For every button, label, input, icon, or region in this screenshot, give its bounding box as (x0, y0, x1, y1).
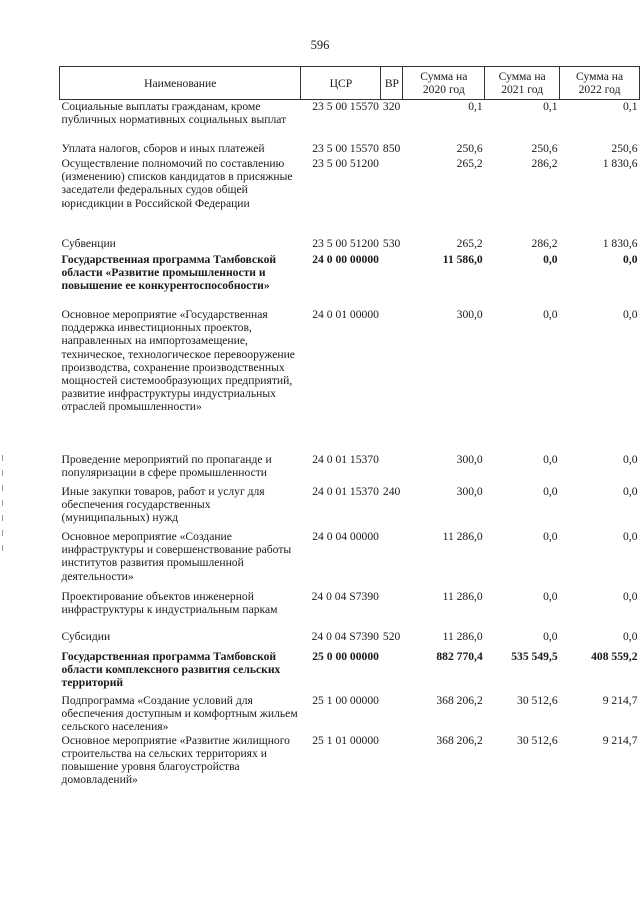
row-csr: 23 5 00 51200 (312, 157, 379, 170)
row-sum-2022: 0,0 (623, 453, 638, 466)
row-csr: 24 0 01 15370 (312, 453, 379, 466)
row-sum-2021: 286,2 (531, 237, 558, 250)
header-sum-2022-line1: Сумма на (576, 70, 624, 83)
table-row-program (60, 650, 640, 694)
row-sum-2020: 368 206,2 (436, 733, 483, 747)
row-sum-2020: 265,2 (456, 157, 483, 170)
table-row (60, 308, 640, 453)
row-sum-2020: 300,0 (456, 453, 483, 466)
scan-margin-marks (2, 455, 4, 575)
row-sum-2021: 286,2 (531, 157, 558, 170)
row-name: Проектирование объектов инженерной инфраструктуры к индустриальным паркам (61, 590, 278, 617)
row-csr: 25 1 00 00000 (312, 694, 379, 707)
row-sum-2020: 11 586,0 (442, 253, 483, 266)
row-sum-2020: 11 286,0 (442, 630, 483, 643)
row-name: Основное мероприятие «Государственная поддержка инвестиционных проектов, направленных на импортозамещение, техническое, технологическое перевооружение производства, сохранение производственных мощностей системообразующих предприятий, развитие инфраструктуры индустриальных отраслей промышленности» (61, 308, 295, 414)
row-vr: 850 (382, 142, 401, 155)
row-sum-2021: 30 512,6 (517, 694, 558, 707)
row-vr (381, 530, 403, 590)
row-csr: 25 1 01 00000 (312, 733, 379, 747)
row-vr: 240 (382, 485, 401, 498)
table-row-program (60, 253, 640, 308)
row-name: Социальные выплаты гражданам, кроме публичных нормативных социальных выплат (61, 100, 287, 127)
row-name: Государственная программа Тамбовской области комплексного развития сельских территорий (61, 650, 281, 690)
row-name: Государственная программа Тамбовской области «Развитие промышленности и повышение ее конкурентоспособности» (61, 253, 277, 293)
row-name: Иные закупки товаров, работ и услуг для обеспечения государственных (муниципальных) нужд (61, 485, 265, 525)
row-vr (381, 650, 403, 694)
row-sum-2022: 0,0 (623, 308, 638, 321)
row-name: Уплата налогов, сборов и иных платежей (61, 142, 265, 155)
row-sum-2021: 0,0 (543, 630, 558, 643)
header-name: Наименование (60, 67, 301, 100)
row-sum-2020: 882 770,4 (436, 650, 483, 663)
table-row (60, 100, 640, 143)
row-name: Проведение мероприятий по пропаганде и популяризации в сфере промышленности (61, 453, 272, 480)
row-csr: 24 0 01 15370 (312, 485, 379, 498)
row-sum-2022: 408 559,2 (591, 650, 638, 663)
row-sum-2020: 300,0 (456, 485, 483, 498)
table-row (60, 530, 640, 590)
row-vr (381, 734, 403, 798)
row-sum-2021: 0,0 (543, 453, 558, 466)
row-sum-2022: 0,1 (623, 100, 638, 113)
row-name: Субвенции (61, 237, 116, 250)
table-row (60, 453, 640, 485)
table-row (60, 694, 640, 734)
row-name: Основное мероприятие «Создание инфраструктуры и совершенствование работы институтов развития промышленной деятельности» (61, 530, 292, 583)
page-number: 596 (310, 38, 330, 52)
table-row (60, 142, 640, 157)
row-csr: 23 5 00 15570 (312, 142, 379, 155)
row-vr (381, 253, 403, 308)
row-vr (381, 694, 403, 734)
row-sum-2022: 0,0 (623, 253, 638, 266)
budget-table (59, 66, 640, 798)
header-sum-2020-line1: Сумма на (420, 70, 468, 83)
row-sum-2021: 250,6 (531, 142, 558, 155)
row-sum-2021: 535 549,5 (511, 650, 558, 663)
row-name: Субсидии (61, 630, 111, 643)
table-row (60, 734, 640, 798)
row-name: Осуществление полномочий по составлению (изменению) списков кандидатов в присяжные заседатели федеральных судов общей юрисдикции в Российской Федерации (61, 157, 293, 210)
row-csr: 23 5 00 15570 (312, 100, 379, 113)
row-sum-2021: 0,0 (543, 308, 558, 321)
row-vr (381, 453, 403, 485)
row-sum-2021: 0,0 (543, 590, 558, 603)
table-row (60, 485, 640, 530)
row-vr: 530 (382, 237, 401, 250)
header-sum-2022-line2: 2022 год (578, 83, 621, 96)
row-vr: 320 (382, 100, 401, 113)
table-row (60, 630, 640, 650)
header-vr: ВР (381, 67, 403, 100)
row-sum-2022: 1 830,6 (602, 157, 638, 170)
header-csr: ЦСР (301, 67, 381, 100)
row-vr (381, 157, 403, 237)
row-sum-2022: 250,6 (611, 142, 638, 155)
header-sum-2020-line2: 2020 год (422, 83, 465, 96)
header-sum-2021 (485, 67, 560, 100)
row-sum-2022: 9 214,7 (602, 694, 638, 707)
row-sum-2020: 250,6 (456, 142, 483, 155)
row-csr: 24 0 00 00000 (312, 253, 379, 266)
row-name: Основное мероприятие «Развитие жилищного строительства на сельских территориях и повышение уровня благоустройства домовладений» (61, 733, 290, 787)
row-sum-2020: 265,2 (456, 237, 483, 250)
row-csr: 23 5 00 51200 (312, 237, 379, 250)
header-sum-2022 (560, 67, 640, 100)
header-sum-2021-line2: 2021 год (501, 83, 544, 96)
row-sum-2020: 11 286,0 (442, 590, 483, 603)
row-sum-2020: 0,1 (468, 100, 483, 113)
header-sum-2020 (403, 67, 485, 100)
row-name: Подпрограмма «Создание условий для обеспечения доступным и комфортным жильем сельского населения» (61, 694, 298, 734)
row-vr (381, 590, 403, 630)
row-csr: 25 0 00 00000 (312, 650, 379, 663)
row-csr: 24 0 04 00000 (312, 530, 379, 543)
row-vr: 520 (382, 630, 401, 643)
row-sum-2021: 0,1 (543, 100, 558, 113)
table-row (60, 157, 640, 237)
table-row (60, 237, 640, 253)
row-sum-2022: 0,0 (623, 630, 638, 643)
row-sum-2022: 0,0 (623, 590, 638, 603)
row-sum-2022: 1 830,6 (602, 237, 638, 250)
row-sum-2020: 300,0 (456, 308, 483, 321)
row-sum-2022: 9 214,7 (602, 733, 638, 747)
row-sum-2022: 0,0 (623, 485, 638, 498)
row-sum-2021: 0,0 (543, 530, 558, 543)
row-sum-2021: 0,0 (543, 485, 558, 498)
row-csr: 24 0 04 S7390 (311, 630, 379, 643)
row-csr: 24 0 01 00000 (312, 308, 379, 321)
row-sum-2020: 11 286,0 (442, 530, 483, 543)
row-vr (381, 308, 403, 453)
row-sum-2021: 0,0 (543, 253, 558, 266)
row-sum-2020: 368 206,2 (436, 694, 483, 707)
table-header-row (60, 67, 640, 100)
row-csr: 24 0 04 S7390 (311, 590, 379, 603)
table-row (60, 590, 640, 630)
row-sum-2022: 0,0 (623, 530, 638, 543)
header-sum-2021-line1: Сумма на (498, 70, 546, 83)
row-sum-2021: 30 512,6 (517, 733, 558, 747)
